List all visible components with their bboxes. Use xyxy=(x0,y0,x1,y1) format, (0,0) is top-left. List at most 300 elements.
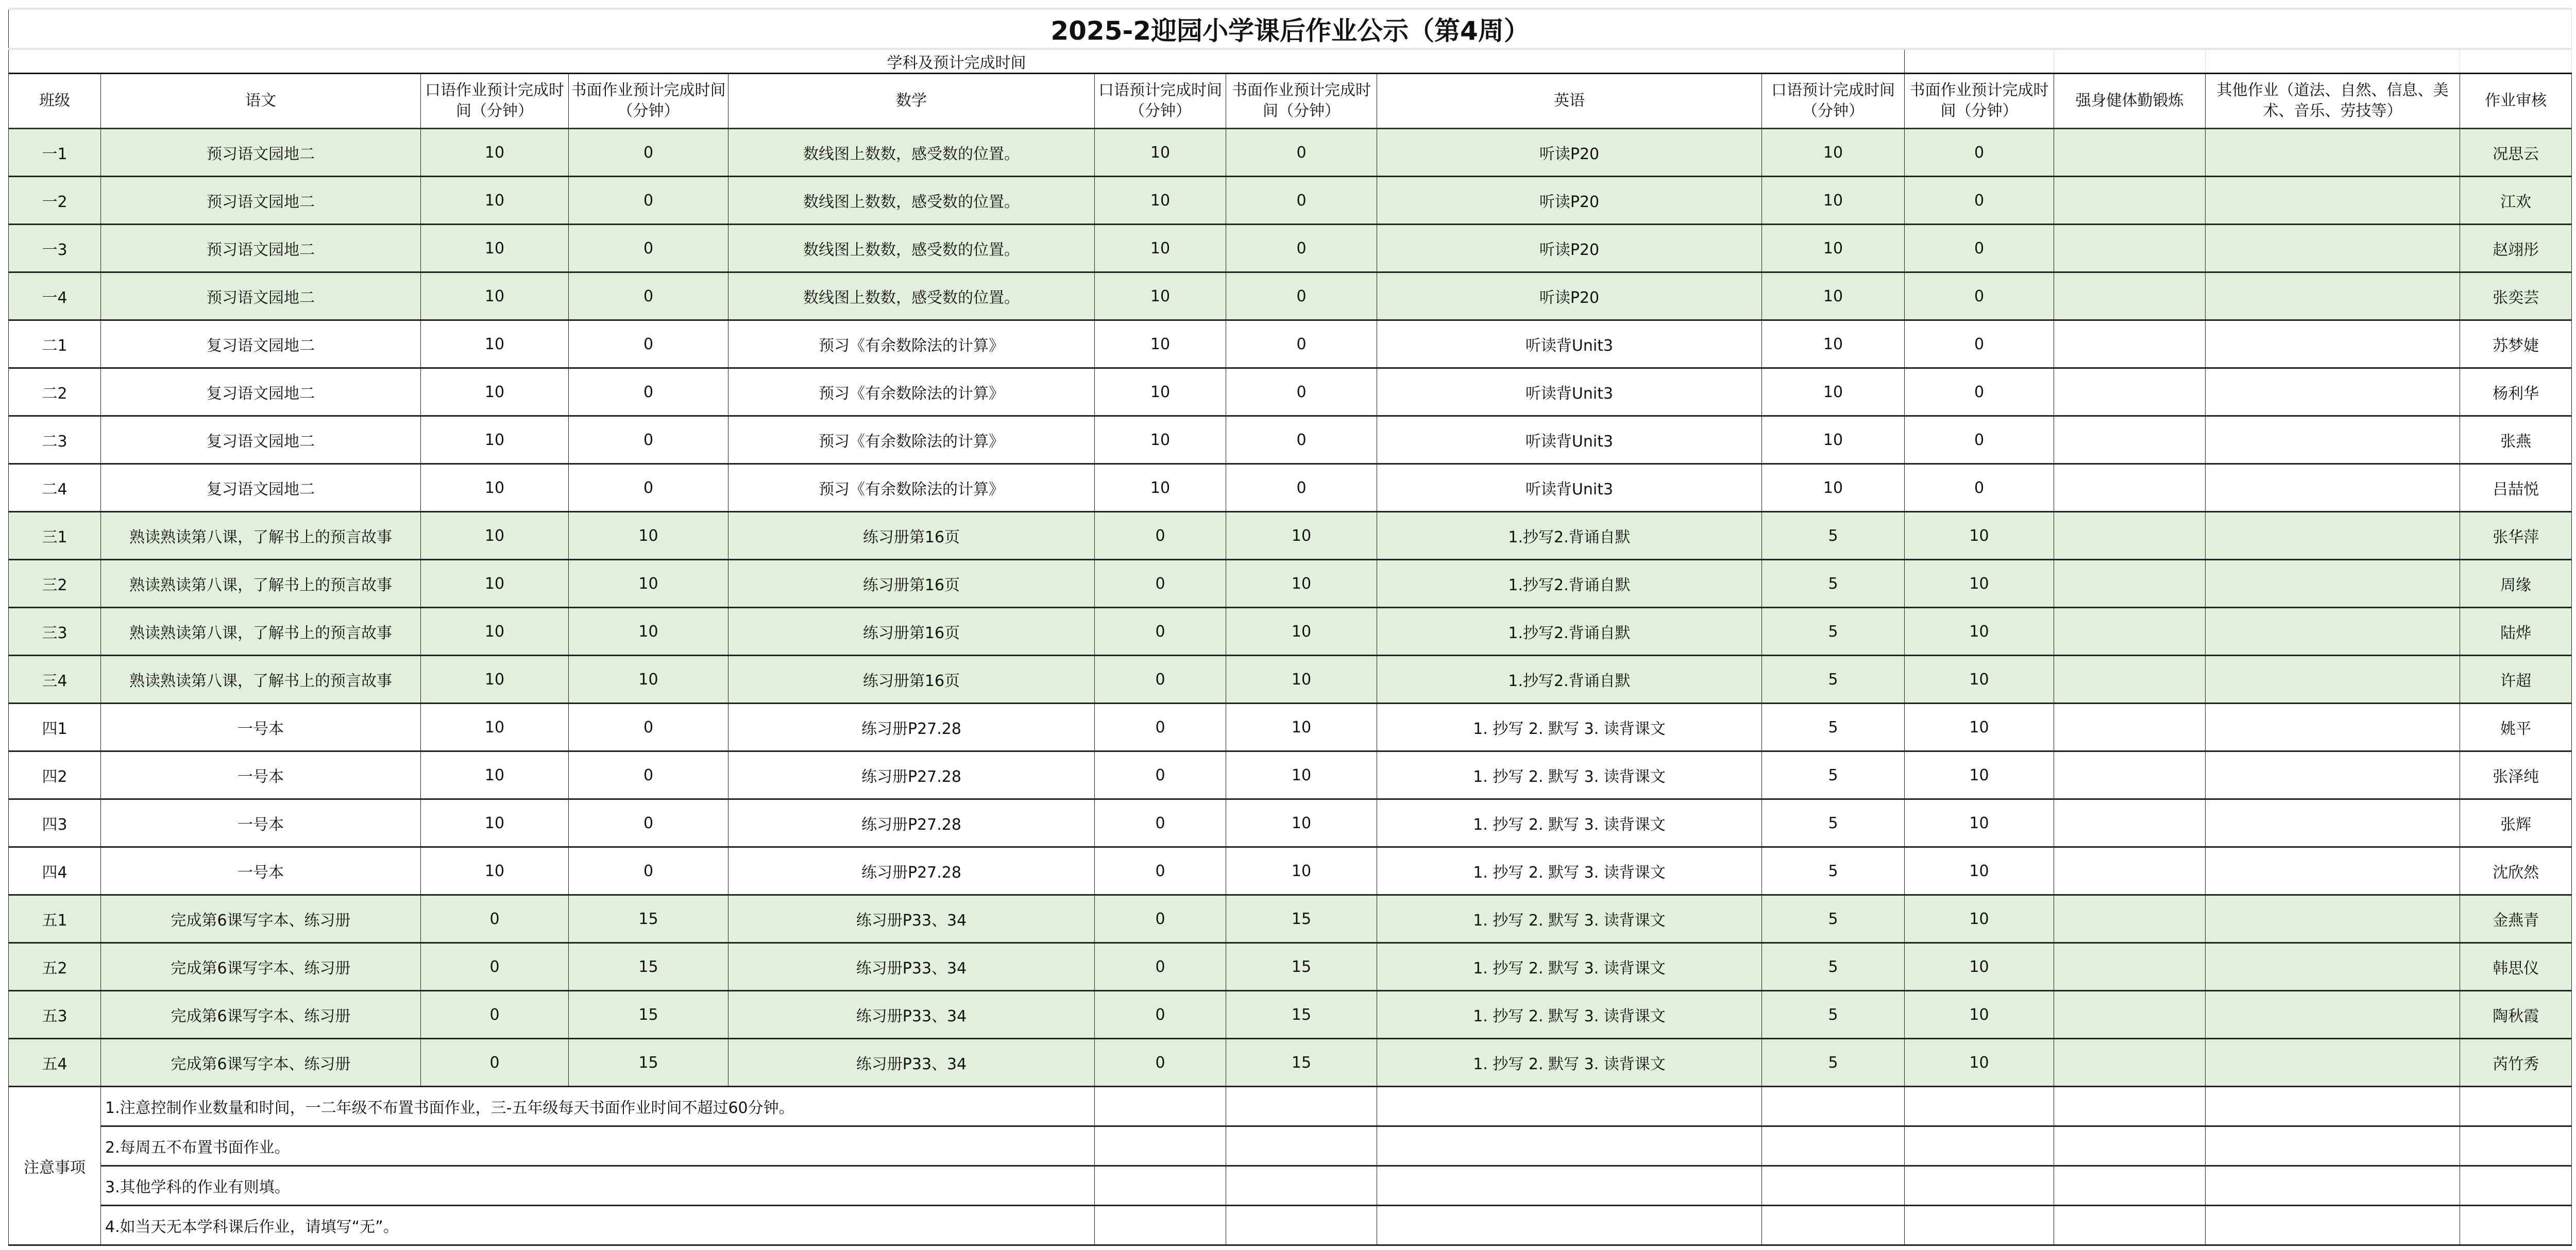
cell-english-written-time[interactable]: 10 xyxy=(1905,943,2054,991)
cell-chinese-oral-time[interactable]: 10 xyxy=(421,177,569,225)
cell-math[interactable]: 练习册P27.28 xyxy=(728,751,1095,799)
notes-label[interactable]: 注意事项 xyxy=(9,1087,101,1245)
header-math-oral-time[interactable]: 口语预计完成时间（分钟） xyxy=(1095,74,1226,129)
cell-math-written-time[interactable]: 10 xyxy=(1226,847,1377,895)
cell-pe[interactable] xyxy=(2054,1039,2206,1087)
cell-reviewer[interactable]: 苏梦婕 xyxy=(2460,320,2572,368)
cell-class[interactable]: 五3 xyxy=(9,991,101,1039)
cell-math-written-time[interactable]: 0 xyxy=(1226,464,1377,512)
cell-math-oral-time[interactable]: 0 xyxy=(1095,560,1226,608)
cell-chinese-oral-time[interactable]: 10 xyxy=(421,751,569,799)
header-chinese-oral-time[interactable]: 口语作业预计完成时间（分钟） xyxy=(421,74,569,129)
cell-english-oral-time[interactable]: 10 xyxy=(1762,272,1905,320)
header-chinese-written-time[interactable]: 书面作业预计完成时间（分钟） xyxy=(569,74,728,129)
cell-english-written-time[interactable]: 10 xyxy=(1905,1039,2054,1087)
cell-english-oral-time[interactable]: 10 xyxy=(1762,320,1905,368)
cell-pe[interactable] xyxy=(2054,895,2206,943)
cell-chinese[interactable]: 完成第6课写字本、练习册 xyxy=(101,943,421,991)
cell-pe[interactable] xyxy=(2054,272,2206,320)
cell-english[interactable]: 听读P20 xyxy=(1377,272,1762,320)
empty-cell[interactable] xyxy=(1762,1087,1905,1126)
cell-english-oral-time[interactable]: 5 xyxy=(1762,1039,1905,1087)
cell-math[interactable]: 数线图上数数，感受数的位置。 xyxy=(728,177,1095,225)
empty-cell[interactable] xyxy=(1095,1087,1226,1126)
cell-reviewer[interactable]: 张燕 xyxy=(2460,416,2572,464)
cell-other-homework[interactable] xyxy=(2206,464,2460,512)
cell-chinese-oral-time[interactable]: 10 xyxy=(421,847,569,895)
cell-english[interactable]: 1. 抄写 2. 默写 3. 读背课文 xyxy=(1377,1039,1762,1087)
cell-english-written-time[interactable]: 10 xyxy=(1905,608,2054,656)
cell-chinese[interactable]: 预习语文园地二 xyxy=(101,272,421,320)
subject-group-header[interactable]: 学科及预计完成时间 xyxy=(9,49,1905,74)
empty-cell[interactable] xyxy=(1226,1206,1377,1245)
cell-class[interactable]: 一2 xyxy=(9,177,101,225)
empty-cell[interactable] xyxy=(2206,1087,2460,1126)
cell-chinese[interactable]: 复习语文园地二 xyxy=(101,416,421,464)
cell-reviewer[interactable]: 张奕芸 xyxy=(2460,272,2572,320)
cell-chinese[interactable]: 熟读熟读第八课，了解书上的预言故事 xyxy=(101,512,421,560)
cell-class[interactable]: 三1 xyxy=(9,512,101,560)
empty-cell[interactable] xyxy=(2054,1206,2206,1245)
cell-english-oral-time[interactable]: 5 xyxy=(1762,943,1905,991)
cell-other-homework[interactable] xyxy=(2206,129,2460,177)
cell-reviewer[interactable]: 吕喆悦 xyxy=(2460,464,2572,512)
cell-chinese-oral-time[interactable]: 10 xyxy=(421,272,569,320)
cell-math-oral-time[interactable]: 10 xyxy=(1095,464,1226,512)
cell-english[interactable]: 1.抄写2.背诵自默 xyxy=(1377,512,1762,560)
cell-class[interactable]: 三4 xyxy=(9,656,101,704)
cell-math-oral-time[interactable]: 0 xyxy=(1095,1039,1226,1087)
cell-class[interactable]: 一1 xyxy=(9,129,101,177)
empty-cell[interactable] xyxy=(2460,49,2572,74)
cell-math-written-time[interactable]: 15 xyxy=(1226,1039,1377,1087)
header-chinese[interactable]: 语文 xyxy=(101,74,421,129)
cell-chinese-written-time[interactable]: 15 xyxy=(569,943,728,991)
cell-math-written-time[interactable]: 15 xyxy=(1226,943,1377,991)
cell-chinese[interactable]: 预习语文园地二 xyxy=(101,129,421,177)
cell-math-written-time[interactable]: 10 xyxy=(1226,560,1377,608)
cell-reviewer[interactable]: 张泽纯 xyxy=(2460,751,2572,799)
cell-math[interactable]: 练习册第16页 xyxy=(728,560,1095,608)
cell-chinese-oral-time[interactable]: 10 xyxy=(421,560,569,608)
cell-reviewer[interactable]: 姚平 xyxy=(2460,704,2572,751)
cell-english-written-time[interactable]: 10 xyxy=(1905,751,2054,799)
cell-class[interactable]: 二1 xyxy=(9,320,101,368)
cell-chinese-oral-time[interactable]: 0 xyxy=(421,991,569,1039)
cell-math-written-time[interactable]: 10 xyxy=(1226,656,1377,704)
cell-english-written-time[interactable]: 10 xyxy=(1905,847,2054,895)
cell-pe[interactable] xyxy=(2054,560,2206,608)
cell-chinese-written-time[interactable]: 0 xyxy=(569,368,728,416)
cell-pe[interactable] xyxy=(2054,464,2206,512)
cell-math[interactable]: 练习册第16页 xyxy=(728,512,1095,560)
cell-english-oral-time[interactable]: 5 xyxy=(1762,751,1905,799)
cell-math[interactable]: 练习册第16页 xyxy=(728,656,1095,704)
cell-reviewer[interactable]: 张华萍 xyxy=(2460,512,2572,560)
empty-cell[interactable] xyxy=(2054,49,2206,74)
header-math-written-time[interactable]: 书面作业预计完成时间（分钟） xyxy=(1226,74,1377,129)
cell-english-oral-time[interactable]: 10 xyxy=(1762,464,1905,512)
cell-english-written-time[interactable]: 0 xyxy=(1905,129,2054,177)
cell-class[interactable]: 二2 xyxy=(9,368,101,416)
cell-chinese-written-time[interactable]: 15 xyxy=(569,1039,728,1087)
cell-english[interactable]: 1. 抄写 2. 默写 3. 读背课文 xyxy=(1377,799,1762,847)
cell-math[interactable]: 练习册P33、34 xyxy=(728,943,1095,991)
cell-chinese-oral-time[interactable]: 10 xyxy=(421,464,569,512)
cell-english[interactable]: 听读背Unit3 xyxy=(1377,464,1762,512)
cell-math-written-time[interactable]: 15 xyxy=(1226,895,1377,943)
cell-pe[interactable] xyxy=(2054,129,2206,177)
cell-chinese-written-time[interactable]: 0 xyxy=(569,704,728,751)
cell-math-written-time[interactable]: 0 xyxy=(1226,320,1377,368)
empty-cell[interactable] xyxy=(1095,1166,1226,1206)
cell-reviewer[interactable]: 况思云 xyxy=(2460,129,2572,177)
cell-pe[interactable] xyxy=(2054,512,2206,560)
cell-english-written-time[interactable]: 0 xyxy=(1905,464,2054,512)
cell-english-oral-time[interactable]: 5 xyxy=(1762,656,1905,704)
empty-cell[interactable] xyxy=(2054,1087,2206,1126)
cell-english[interactable]: 1. 抄写 2. 默写 3. 读背课文 xyxy=(1377,943,1762,991)
cell-english[interactable]: 听读背Unit3 xyxy=(1377,416,1762,464)
empty-cell[interactable] xyxy=(2206,1126,2460,1166)
cell-pe[interactable] xyxy=(2054,991,2206,1039)
cell-class[interactable]: 四4 xyxy=(9,847,101,895)
cell-other-homework[interactable] xyxy=(2206,895,2460,943)
cell-english-oral-time[interactable]: 10 xyxy=(1762,129,1905,177)
cell-pe[interactable] xyxy=(2054,943,2206,991)
empty-cell[interactable] xyxy=(1095,1126,1226,1166)
cell-class[interactable]: 三3 xyxy=(9,608,101,656)
empty-cell[interactable] xyxy=(1226,1166,1377,1206)
cell-chinese-oral-time[interactable]: 10 xyxy=(421,656,569,704)
cell-math-oral-time[interactable]: 0 xyxy=(1095,943,1226,991)
cell-reviewer[interactable]: 许超 xyxy=(2460,656,2572,704)
cell-math-written-time[interactable]: 10 xyxy=(1226,608,1377,656)
cell-other-homework[interactable] xyxy=(2206,512,2460,560)
cell-chinese-written-time[interactable]: 10 xyxy=(569,656,728,704)
cell-pe[interactable] xyxy=(2054,177,2206,225)
cell-english-written-time[interactable]: 10 xyxy=(1905,512,2054,560)
cell-other-homework[interactable] xyxy=(2206,799,2460,847)
cell-english[interactable]: 1. 抄写 2. 默写 3. 读背课文 xyxy=(1377,847,1762,895)
cell-chinese-oral-time[interactable]: 0 xyxy=(421,943,569,991)
cell-other-homework[interactable] xyxy=(2206,560,2460,608)
cell-pe[interactable] xyxy=(2054,751,2206,799)
cell-math-written-time[interactable]: 10 xyxy=(1226,704,1377,751)
empty-cell[interactable] xyxy=(1905,1126,2054,1166)
cell-math-oral-time[interactable]: 10 xyxy=(1095,129,1226,177)
cell-english[interactable]: 1. 抄写 2. 默写 3. 读背课文 xyxy=(1377,991,1762,1039)
cell-reviewer[interactable]: 张辉 xyxy=(2460,799,2572,847)
cell-math[interactable]: 练习册P27.28 xyxy=(728,847,1095,895)
cell-chinese[interactable]: 一号本 xyxy=(101,799,421,847)
cell-english-written-time[interactable]: 10 xyxy=(1905,560,2054,608)
cell-other-homework[interactable] xyxy=(2206,943,2460,991)
empty-cell[interactable] xyxy=(1905,49,2054,74)
empty-cell[interactable] xyxy=(1762,1126,1905,1166)
cell-chinese[interactable]: 完成第6课写字本、练习册 xyxy=(101,1039,421,1087)
cell-math-written-time[interactable]: 10 xyxy=(1226,799,1377,847)
cell-english-oral-time[interactable]: 5 xyxy=(1762,512,1905,560)
cell-other-homework[interactable] xyxy=(2206,656,2460,704)
cell-math[interactable]: 练习册P27.28 xyxy=(728,799,1095,847)
cell-math-oral-time[interactable]: 10 xyxy=(1095,272,1226,320)
cell-english[interactable]: 听读P20 xyxy=(1377,225,1762,272)
cell-reviewer[interactable]: 陶秋霞 xyxy=(2460,991,2572,1039)
header-reviewer[interactable]: 作业审核 xyxy=(2460,74,2572,129)
empty-cell[interactable] xyxy=(2206,49,2460,74)
cell-other-homework[interactable] xyxy=(2206,847,2460,895)
cell-math-oral-time[interactable]: 10 xyxy=(1095,416,1226,464)
cell-english-oral-time[interactable]: 5 xyxy=(1762,560,1905,608)
cell-class[interactable]: 四2 xyxy=(9,751,101,799)
cell-english[interactable]: 1.抄写2.背诵自默 xyxy=(1377,560,1762,608)
cell-reviewer[interactable]: 芮竹秀 xyxy=(2460,1039,2572,1087)
cell-other-homework[interactable] xyxy=(2206,991,2460,1039)
cell-class[interactable]: 五4 xyxy=(9,1039,101,1087)
cell-chinese-oral-time[interactable]: 10 xyxy=(421,129,569,177)
cell-class[interactable]: 五1 xyxy=(9,895,101,943)
cell-class[interactable]: 四1 xyxy=(9,704,101,751)
cell-english-oral-time[interactable]: 5 xyxy=(1762,895,1905,943)
cell-chinese[interactable]: 预习语文园地二 xyxy=(101,177,421,225)
cell-chinese[interactable]: 复习语文园地二 xyxy=(101,368,421,416)
cell-english-written-time[interactable]: 10 xyxy=(1905,704,2054,751)
cell-english-oral-time[interactable]: 5 xyxy=(1762,608,1905,656)
cell-math-oral-time[interactable]: 10 xyxy=(1095,320,1226,368)
cell-english-written-time[interactable]: 10 xyxy=(1905,799,2054,847)
cell-class[interactable]: 四3 xyxy=(9,799,101,847)
cell-chinese-written-time[interactable]: 10 xyxy=(569,608,728,656)
cell-chinese[interactable]: 复习语文园地二 xyxy=(101,320,421,368)
cell-chinese-oral-time[interactable]: 0 xyxy=(421,1039,569,1087)
cell-english[interactable]: 1. 抄写 2. 默写 3. 读背课文 xyxy=(1377,751,1762,799)
cell-reviewer[interactable]: 江欢 xyxy=(2460,177,2572,225)
empty-cell[interactable] xyxy=(1377,1166,1762,1206)
cell-chinese-oral-time[interactable]: 10 xyxy=(421,416,569,464)
cell-other-homework[interactable] xyxy=(2206,320,2460,368)
cell-math-oral-time[interactable]: 10 xyxy=(1095,368,1226,416)
cell-math-written-time[interactable]: 0 xyxy=(1226,129,1377,177)
cell-reviewer[interactable]: 陆烨 xyxy=(2460,608,2572,656)
cell-chinese-written-time[interactable]: 0 xyxy=(569,799,728,847)
empty-cell[interactable] xyxy=(1762,1206,1905,1245)
cell-other-homework[interactable] xyxy=(2206,751,2460,799)
cell-math[interactable]: 预习《有余数除法的计算》 xyxy=(728,320,1095,368)
header-english[interactable]: 英语 xyxy=(1377,74,1762,129)
empty-cell[interactable] xyxy=(1905,1166,2054,1206)
cell-english-written-time[interactable]: 0 xyxy=(1905,320,2054,368)
cell-chinese-written-time[interactable]: 10 xyxy=(569,512,728,560)
cell-pe[interactable] xyxy=(2054,320,2206,368)
cell-reviewer[interactable]: 赵翊彤 xyxy=(2460,225,2572,272)
note-text[interactable]: 1.注意控制作业数量和时间，一二年级不布置书面作业，三-五年级每天书面作业时间不超过60分钟。 xyxy=(101,1087,1095,1126)
cell-class[interactable]: 二3 xyxy=(9,416,101,464)
cell-chinese-written-time[interactable]: 15 xyxy=(569,895,728,943)
cell-english-oral-time[interactable]: 10 xyxy=(1762,225,1905,272)
cell-chinese-oral-time[interactable]: 10 xyxy=(421,320,569,368)
cell-english[interactable]: 听读背Unit3 xyxy=(1377,320,1762,368)
cell-pe[interactable] xyxy=(2054,656,2206,704)
cell-math-written-time[interactable]: 10 xyxy=(1226,751,1377,799)
cell-math-written-time[interactable]: 0 xyxy=(1226,416,1377,464)
cell-math[interactable]: 练习册P27.28 xyxy=(728,704,1095,751)
cell-pe[interactable] xyxy=(2054,608,2206,656)
cell-math-oral-time[interactable]: 0 xyxy=(1095,656,1226,704)
cell-chinese-oral-time[interactable]: 0 xyxy=(421,895,569,943)
cell-class[interactable]: 三2 xyxy=(9,560,101,608)
cell-math-written-time[interactable]: 0 xyxy=(1226,225,1377,272)
cell-chinese[interactable]: 复习语文园地二 xyxy=(101,464,421,512)
header-other-homework[interactable]: 其他作业（道法、自然、信息、美术、音乐、劳技等） xyxy=(2206,74,2460,129)
cell-chinese-oral-time[interactable]: 10 xyxy=(421,704,569,751)
cell-other-homework[interactable] xyxy=(2206,608,2460,656)
cell-english[interactable]: 1.抄写2.背诵自默 xyxy=(1377,656,1762,704)
cell-other-homework[interactable] xyxy=(2206,1039,2460,1087)
cell-english-oral-time[interactable]: 10 xyxy=(1762,177,1905,225)
note-text[interactable]: 2.每周五不布置书面作业。 xyxy=(101,1126,1095,1166)
cell-class[interactable]: 二4 xyxy=(9,464,101,512)
empty-cell[interactable] xyxy=(1377,1126,1762,1166)
cell-english-oral-time[interactable]: 10 xyxy=(1762,368,1905,416)
empty-cell[interactable] xyxy=(1377,1087,1762,1126)
cell-english-oral-time[interactable]: 5 xyxy=(1762,847,1905,895)
cell-math-written-time[interactable]: 0 xyxy=(1226,177,1377,225)
cell-english-written-time[interactable]: 10 xyxy=(1905,895,2054,943)
cell-chinese-written-time[interactable]: 0 xyxy=(569,320,728,368)
cell-pe[interactable] xyxy=(2054,847,2206,895)
empty-cell[interactable] xyxy=(2206,1166,2460,1206)
cell-math[interactable]: 数线图上数数，感受数的位置。 xyxy=(728,225,1095,272)
cell-other-homework[interactable] xyxy=(2206,368,2460,416)
cell-english[interactable]: 1. 抄写 2. 默写 3. 读背课文 xyxy=(1377,895,1762,943)
cell-chinese-written-time[interactable]: 0 xyxy=(569,129,728,177)
cell-other-homework[interactable] xyxy=(2206,416,2460,464)
cell-chinese[interactable]: 熟读熟读第八课，了解书上的预言故事 xyxy=(101,656,421,704)
note-text[interactable]: 4.如当天无本学科课后作业，请填写“无”。 xyxy=(101,1206,1095,1245)
cell-chinese-oral-time[interactable]: 10 xyxy=(421,225,569,272)
cell-chinese[interactable]: 熟读熟读第八课，了解书上的预言故事 xyxy=(101,608,421,656)
cell-reviewer[interactable]: 金燕青 xyxy=(2460,895,2572,943)
cell-pe[interactable] xyxy=(2054,225,2206,272)
cell-math[interactable]: 练习册P33、34 xyxy=(728,1039,1095,1087)
cell-english-written-time[interactable]: 0 xyxy=(1905,225,2054,272)
cell-pe[interactable] xyxy=(2054,416,2206,464)
cell-chinese-written-time[interactable]: 0 xyxy=(569,751,728,799)
cell-chinese-written-time[interactable]: 10 xyxy=(569,560,728,608)
cell-english-oral-time[interactable]: 5 xyxy=(1762,799,1905,847)
cell-english-written-time[interactable]: 10 xyxy=(1905,991,2054,1039)
cell-math-oral-time[interactable]: 10 xyxy=(1095,225,1226,272)
cell-pe[interactable] xyxy=(2054,704,2206,751)
cell-math-written-time[interactable]: 0 xyxy=(1226,272,1377,320)
cell-chinese-oral-time[interactable]: 10 xyxy=(421,799,569,847)
cell-chinese[interactable]: 预习语文园地二 xyxy=(101,225,421,272)
cell-math-written-time[interactable]: 15 xyxy=(1226,991,1377,1039)
header-english-oral-time[interactable]: 口语预计完成时间（分钟） xyxy=(1762,74,1905,129)
empty-cell[interactable] xyxy=(2460,1126,2572,1166)
cell-english-written-time[interactable]: 0 xyxy=(1905,416,2054,464)
empty-cell[interactable] xyxy=(1905,1206,2054,1245)
cell-english-written-time[interactable]: 10 xyxy=(1905,656,2054,704)
cell-chinese-oral-time[interactable]: 10 xyxy=(421,368,569,416)
cell-reviewer[interactable]: 韩思仪 xyxy=(2460,943,2572,991)
cell-chinese-written-time[interactable]: 0 xyxy=(569,177,728,225)
empty-cell[interactable] xyxy=(1226,1126,1377,1166)
empty-cell[interactable] xyxy=(1377,1206,1762,1245)
empty-cell[interactable] xyxy=(2054,1126,2206,1166)
empty-cell[interactable] xyxy=(2460,1087,2572,1126)
cell-chinese-written-time[interactable]: 0 xyxy=(569,464,728,512)
cell-chinese-written-time[interactable]: 15 xyxy=(569,991,728,1039)
cell-chinese-written-time[interactable]: 0 xyxy=(569,416,728,464)
empty-cell[interactable] xyxy=(2460,1166,2572,1206)
cell-reviewer[interactable]: 杨利华 xyxy=(2460,368,2572,416)
cell-chinese[interactable]: 一号本 xyxy=(101,704,421,751)
cell-other-homework[interactable] xyxy=(2206,272,2460,320)
cell-chinese[interactable]: 一号本 xyxy=(101,847,421,895)
cell-pe[interactable] xyxy=(2054,799,2206,847)
empty-cell[interactable] xyxy=(1226,1087,1377,1126)
cell-math-oral-time[interactable]: 0 xyxy=(1095,751,1226,799)
header-class[interactable]: 班级 xyxy=(9,74,101,129)
cell-chinese-oral-time[interactable]: 10 xyxy=(421,512,569,560)
note-text[interactable]: 3.其他学科的作业有则填。 xyxy=(101,1166,1095,1206)
empty-cell[interactable] xyxy=(1762,1166,1905,1206)
cell-english-oral-time[interactable]: 5 xyxy=(1762,991,1905,1039)
cell-math[interactable]: 数线图上数数，感受数的位置。 xyxy=(728,129,1095,177)
cell-reviewer[interactable]: 周缘 xyxy=(2460,560,2572,608)
cell-math[interactable]: 预习《有余数除法的计算》 xyxy=(728,416,1095,464)
cell-math-oral-time[interactable]: 0 xyxy=(1095,799,1226,847)
cell-english[interactable]: 1. 抄写 2. 默写 3. 读背课文 xyxy=(1377,704,1762,751)
cell-chinese-oral-time[interactable]: 10 xyxy=(421,608,569,656)
cell-math[interactable]: 数线图上数数，感受数的位置。 xyxy=(728,272,1095,320)
cell-math[interactable]: 预习《有余数除法的计算》 xyxy=(728,368,1095,416)
cell-english-oral-time[interactable]: 5 xyxy=(1762,704,1905,751)
cell-chinese[interactable]: 完成第6课写字本、练习册 xyxy=(101,895,421,943)
empty-cell[interactable] xyxy=(2460,1206,2572,1245)
cell-math-oral-time[interactable]: 0 xyxy=(1095,847,1226,895)
cell-chinese-written-time[interactable]: 0 xyxy=(569,847,728,895)
cell-pe[interactable] xyxy=(2054,368,2206,416)
empty-cell[interactable] xyxy=(2206,1206,2460,1245)
cell-chinese[interactable]: 熟读熟读第八课，了解书上的预言故事 xyxy=(101,560,421,608)
cell-other-homework[interactable] xyxy=(2206,177,2460,225)
cell-math[interactable]: 练习册第16页 xyxy=(728,608,1095,656)
cell-math-oral-time[interactable]: 0 xyxy=(1095,704,1226,751)
cell-chinese-written-time[interactable]: 0 xyxy=(569,225,728,272)
cell-chinese[interactable]: 一号本 xyxy=(101,751,421,799)
empty-cell[interactable] xyxy=(1905,1087,2054,1126)
cell-reviewer[interactable]: 沈欣然 xyxy=(2460,847,2572,895)
cell-math-written-time[interactable]: 10 xyxy=(1226,512,1377,560)
cell-chinese[interactable]: 完成第6课写字本、练习册 xyxy=(101,991,421,1039)
cell-math-oral-time[interactable]: 10 xyxy=(1095,177,1226,225)
header-math[interactable]: 数学 xyxy=(728,74,1095,129)
sheet-title[interactable]: 2025-2迎园小学课后作业公示（第4周） xyxy=(9,9,2572,49)
cell-math-oral-time[interactable]: 0 xyxy=(1095,512,1226,560)
cell-english[interactable]: 1.抄写2.背诵自默 xyxy=(1377,608,1762,656)
cell-english-oral-time[interactable]: 10 xyxy=(1762,416,1905,464)
cell-class[interactable]: 五2 xyxy=(9,943,101,991)
cell-math-oral-time[interactable]: 0 xyxy=(1095,608,1226,656)
cell-english[interactable]: 听读P20 xyxy=(1377,177,1762,225)
cell-english-written-time[interactable]: 0 xyxy=(1905,368,2054,416)
header-pe[interactable]: 强身健体勤锻炼 xyxy=(2054,74,2206,129)
cell-english[interactable]: 听读P20 xyxy=(1377,129,1762,177)
cell-math-oral-time[interactable]: 0 xyxy=(1095,991,1226,1039)
